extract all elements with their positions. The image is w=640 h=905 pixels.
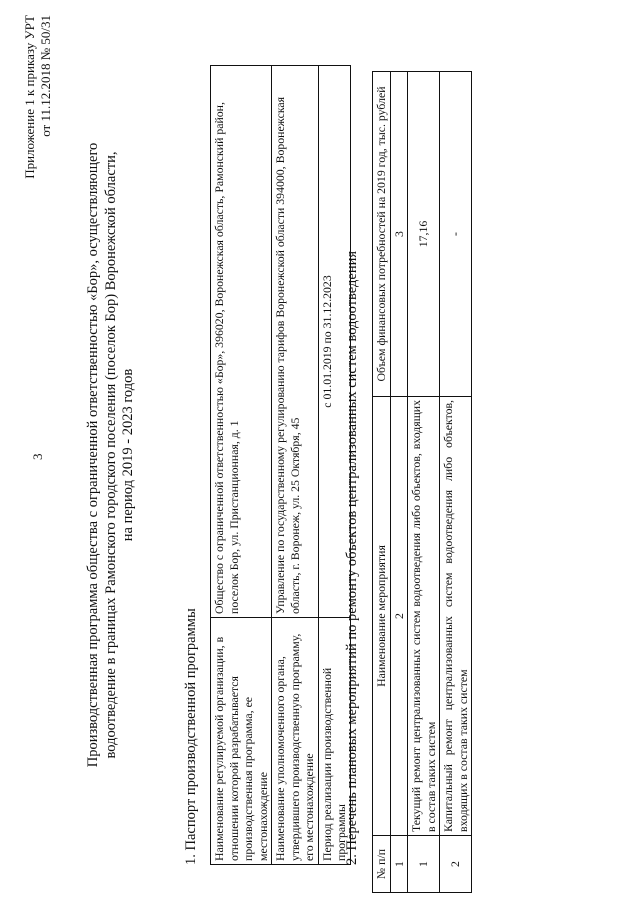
index-cell: 1 [390, 836, 408, 893]
row-label: Период реализации производственной программы [318, 618, 350, 865]
table-index-row [390, 72, 408, 893]
section-2-heading: 2. Перечень плановых мероприятий по ремонту объектов централизованных систем водоотведения [344, 250, 360, 865]
row-num: 1 [408, 836, 440, 893]
row-value: Общество с ограниченной ответственностью «Бор», 396020, Воронежская область, Рамонский район, поселок Бор, ул. Пристанционная, д. 1 [211, 66, 272, 618]
index-cell: 2 [390, 397, 408, 836]
appendix-line-1: Приложение 1 к приказу УРТ [22, 15, 37, 179]
title-line-1: Производственная программа общества с ограниченной ответственностью «Бор», осуществляющего [85, 142, 101, 768]
row-num: 2 [440, 836, 472, 893]
row-value: 17,16 [408, 72, 440, 397]
header-name: Наименование мероприятия [373, 397, 391, 836]
title-line-3: на период 2019 - 2023 годов [120, 368, 136, 542]
title-line-2: водоотведение в границах Рамонского городского поселения (поселок Бор) Воронежской области, [102, 151, 119, 759]
row-name: Капитальный ремонт централизованных систем водоотведения либо объектов, входящих в состав таких систем [440, 397, 472, 836]
table-header-row [373, 72, 391, 893]
document-title [85, 65, 138, 845]
passport-table [210, 65, 351, 865]
table-row [211, 66, 272, 865]
appendix-note [22, 15, 54, 255]
index-cell: 3 [390, 72, 408, 397]
row-value: с 01.01.2019 по 31.12.2023 [318, 66, 350, 618]
row-value: - [440, 72, 472, 397]
row-name: Текущий ремонт централизованных систем водоотведения либо объектов, входящих в состав таких систем [408, 397, 440, 836]
header-value: Объем финансовых потребностей на 2019 год, тыс. рублей [373, 72, 391, 397]
repair-measures-table [372, 71, 472, 893]
table-row [440, 72, 472, 893]
table-row [408, 72, 440, 893]
page-number: 3 [30, 453, 45, 460]
header-num: № п/п [373, 836, 391, 893]
row-label: Наименование регулируемой организации, в отношении которой разрабатывается производственная программа, ее местонахождение [211, 618, 272, 865]
row-value: Управление по государственному регулированию тарифов Воронежской области 394000, Воронежская область, г. Воронеж, ул. 25 Октября, 45 [272, 66, 319, 618]
section-1-heading: 1. Паспорт производственной программы [183, 608, 199, 865]
appendix-line-2: от 11.12.2018 № 50/31 [38, 15, 53, 137]
table-row [272, 66, 319, 865]
row-label: Наименование уполномоченного органа, утвердившего производственную программу, его местонахождение [272, 618, 319, 865]
